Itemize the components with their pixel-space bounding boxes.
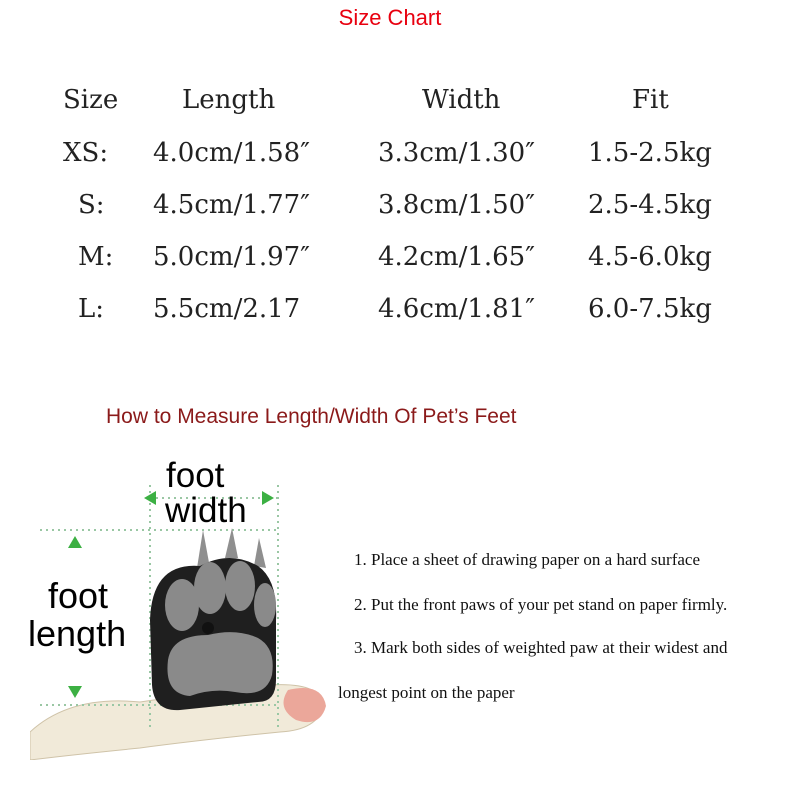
cell-width: 4.6cm/1.81″: [378, 294, 535, 324]
cell-width: 3.3cm/1.30″: [378, 138, 535, 168]
header-fit: Fit: [632, 85, 669, 115]
cell-width: 3.8cm/1.50″: [378, 190, 535, 220]
instruction-step-1: 1. Place a sheet of drawing paper on a hard surface: [354, 550, 700, 569]
cell-size: XS:: [63, 138, 109, 168]
cell-fit: 6.0-7.5kg: [588, 294, 712, 324]
size-chart-title: Size Chart: [338, 5, 442, 30]
cell-length: 5.5cm/2.17: [153, 294, 301, 324]
foot-width-label-line1: foot: [166, 456, 225, 495]
foot-length-label-line2: length: [28, 613, 127, 654]
cell-width: 4.2cm/1.65″: [378, 242, 535, 272]
instruction-step-3-cont: longest point on the paper: [338, 683, 515, 702]
instruction-step-2: 2. Put the front paws of your pet stand on paper firmly.: [354, 595, 728, 614]
cell-size: S:: [78, 190, 105, 220]
header-length: Length: [182, 85, 276, 115]
cell-length: 4.5cm/1.77″: [153, 190, 310, 220]
instruction-step-3: 3. Mark both sides of weighted paw at their widest and: [354, 638, 728, 657]
header-width: Width: [422, 85, 501, 115]
cell-size: M:: [78, 242, 114, 272]
header-size: Size: [63, 85, 119, 115]
cell-length: 5.0cm/1.97″: [153, 242, 310, 272]
cell-fit: 1.5-2.5kg: [588, 138, 712, 168]
foot-length-label-line1: foot: [48, 575, 109, 616]
cell-fit: 2.5-4.5kg: [588, 190, 712, 220]
cell-size: L:: [78, 294, 105, 324]
foot-width-label-line2: width: [165, 491, 247, 530]
cell-length: 4.0cm/1.58″: [153, 138, 310, 168]
measure-title: How to Measure Length/Width Of Pet’s Feet: [106, 405, 517, 428]
cell-fit: 4.5-6.0kg: [588, 242, 712, 272]
